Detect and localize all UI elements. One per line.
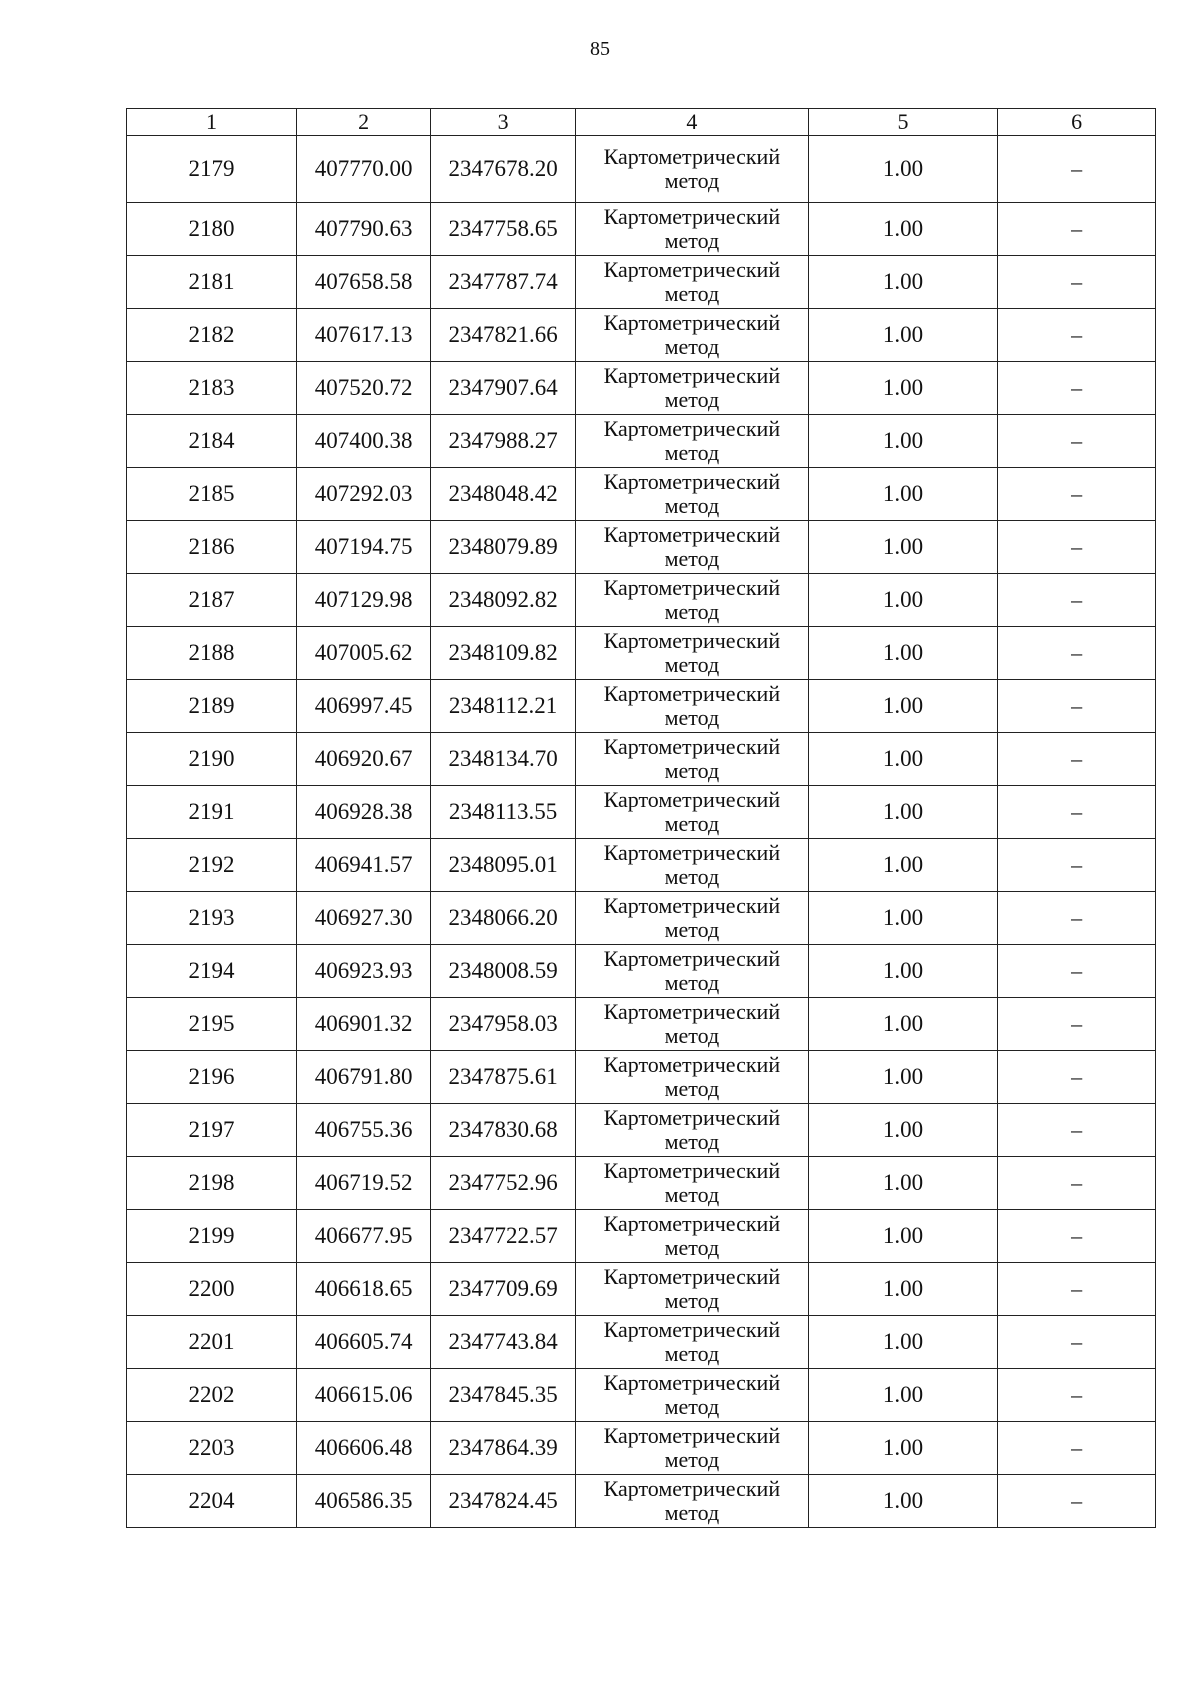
method-text-line1: Картометрический — [603, 999, 781, 1024]
y-coordinate-cell: 2348134.70 — [431, 733, 576, 786]
note-cell: – — [998, 362, 1156, 415]
method-cell — [575, 362, 808, 415]
point-number-cell: 2184 — [127, 415, 297, 468]
point-number-cell: 2192 — [127, 839, 297, 892]
column-header-4: 4 — [575, 109, 808, 136]
method-text-line2: метод — [664, 1235, 720, 1260]
accuracy-cell: 1.00 — [808, 1263, 997, 1316]
point-number-cell: 2200 — [127, 1263, 297, 1316]
note-cell: – — [998, 468, 1156, 521]
x-coordinate-cell: 406605.74 — [296, 1316, 430, 1369]
note-cell: – — [998, 574, 1156, 627]
table-row — [127, 1475, 1156, 1528]
method-cell — [575, 574, 808, 627]
y-coordinate-cell: 2347752.96 — [431, 1157, 576, 1210]
point-number-cell: 2187 — [127, 574, 297, 627]
method-cell — [575, 136, 808, 203]
note-cell: – — [998, 1316, 1156, 1369]
method-text-line1: Картометрический — [603, 257, 781, 282]
y-coordinate-cell: 2348008.59 — [431, 945, 576, 998]
table-row — [127, 1157, 1156, 1210]
method-cell — [575, 998, 808, 1051]
column-header-3: 3 — [431, 109, 576, 136]
point-number-cell: 2181 — [127, 256, 297, 309]
x-coordinate-cell: 406997.45 — [296, 680, 430, 733]
table-row — [127, 786, 1156, 839]
method-text-line1: Картометрический — [603, 946, 781, 971]
x-coordinate-cell: 406901.32 — [296, 998, 430, 1051]
note-cell: – — [998, 136, 1156, 203]
y-coordinate-cell: 2348066.20 — [431, 892, 576, 945]
accuracy-cell: 1.00 — [808, 1369, 997, 1422]
x-coordinate-cell: 406941.57 — [296, 839, 430, 892]
accuracy-cell: 1.00 — [808, 521, 997, 574]
point-number-cell: 2182 — [127, 309, 297, 362]
method-text-line2: метод — [664, 1447, 720, 1472]
point-number-cell: 2180 — [127, 203, 297, 256]
note-cell: – — [998, 1104, 1156, 1157]
point-number-cell: 2193 — [127, 892, 297, 945]
x-coordinate-cell: 406927.30 — [296, 892, 430, 945]
y-coordinate-cell: 2347845.35 — [431, 1369, 576, 1422]
point-number-cell: 2194 — [127, 945, 297, 998]
accuracy-cell: 1.00 — [808, 203, 997, 256]
method-text-line1: Картометрический — [603, 787, 781, 812]
y-coordinate-cell: 2347709.69 — [431, 1263, 576, 1316]
table-row — [127, 1316, 1156, 1369]
accuracy-cell: 1.00 — [808, 892, 997, 945]
method-cell — [575, 1316, 808, 1369]
method-cell — [575, 733, 808, 786]
method-text-line2: метод — [664, 546, 720, 571]
accuracy-cell: 1.00 — [808, 627, 997, 680]
accuracy-cell: 1.00 — [808, 1422, 997, 1475]
method-text-line2: метод — [664, 1023, 720, 1048]
accuracy-cell: 1.00 — [808, 256, 997, 309]
table-row — [127, 203, 1156, 256]
table-row — [127, 468, 1156, 521]
accuracy-cell: 1.00 — [808, 362, 997, 415]
note-cell: – — [998, 998, 1156, 1051]
x-coordinate-cell: 406755.36 — [296, 1104, 430, 1157]
method-cell — [575, 203, 808, 256]
y-coordinate-cell: 2347678.20 — [431, 136, 576, 203]
x-coordinate-cell: 406615.06 — [296, 1369, 430, 1422]
method-cell — [575, 1263, 808, 1316]
note-cell: – — [998, 1210, 1156, 1263]
page-number: 85 — [590, 38, 610, 60]
method-text-line2: метод — [664, 917, 720, 942]
y-coordinate-cell: 2348048.42 — [431, 468, 576, 521]
method-text-line1: Картометрический — [603, 1264, 781, 1289]
accuracy-cell: 1.00 — [808, 733, 997, 786]
point-number-cell: 2201 — [127, 1316, 297, 1369]
note-cell: – — [998, 627, 1156, 680]
method-text-line1: Картометрический — [603, 1317, 781, 1342]
method-cell — [575, 1051, 808, 1104]
point-number-cell: 2186 — [127, 521, 297, 574]
table-row — [127, 680, 1156, 733]
y-coordinate-cell: 2347958.03 — [431, 998, 576, 1051]
method-text-line1: Картометрический — [603, 363, 781, 388]
x-coordinate-cell: 407770.00 — [296, 136, 430, 203]
method-text-line1: Картометрический — [603, 1052, 781, 1077]
accuracy-cell: 1.00 — [808, 136, 997, 203]
table-row — [127, 998, 1156, 1051]
method-text-line1: Картометрический — [603, 1476, 781, 1501]
accuracy-cell: 1.00 — [808, 415, 997, 468]
method-text-line2: метод — [664, 168, 720, 193]
table-row — [127, 892, 1156, 945]
coordinates-table — [126, 108, 1156, 1528]
table-row — [127, 362, 1156, 415]
x-coordinate-cell: 407129.98 — [296, 574, 430, 627]
method-text-line1: Картометрический — [603, 310, 781, 335]
accuracy-cell: 1.00 — [808, 1104, 997, 1157]
table-row — [127, 945, 1156, 998]
accuracy-cell: 1.00 — [808, 1316, 997, 1369]
note-cell: – — [998, 733, 1156, 786]
x-coordinate-cell: 406923.93 — [296, 945, 430, 998]
method-text-line2: метод — [664, 970, 720, 995]
note-cell: – — [998, 415, 1156, 468]
method-text-line1: Картометрический — [603, 1423, 781, 1448]
accuracy-cell: 1.00 — [808, 680, 997, 733]
y-coordinate-cell: 2348112.21 — [431, 680, 576, 733]
method-text-line1: Картометрический — [603, 628, 781, 653]
table-row — [127, 733, 1156, 786]
x-coordinate-cell: 407520.72 — [296, 362, 430, 415]
note-cell: – — [998, 1369, 1156, 1422]
note-cell: – — [998, 892, 1156, 945]
table-row — [127, 1263, 1156, 1316]
y-coordinate-cell: 2347787.74 — [431, 256, 576, 309]
y-coordinate-cell: 2347722.57 — [431, 1210, 576, 1263]
method-cell — [575, 309, 808, 362]
table-row — [127, 1051, 1156, 1104]
method-cell — [575, 839, 808, 892]
method-text-line1: Картометрический — [603, 522, 781, 547]
method-text-line2: метод — [664, 864, 720, 889]
accuracy-cell: 1.00 — [808, 1157, 997, 1210]
method-text-line1: Картометрический — [603, 1158, 781, 1183]
accuracy-cell: 1.00 — [808, 945, 997, 998]
table-row — [127, 574, 1156, 627]
y-coordinate-cell: 2348095.01 — [431, 839, 576, 892]
method-text-line2: метод — [664, 281, 720, 306]
method-text-line2: метод — [664, 387, 720, 412]
note-cell: – — [998, 1475, 1156, 1528]
accuracy-cell: 1.00 — [808, 1475, 997, 1528]
method-text-line2: метод — [664, 228, 720, 253]
y-coordinate-cell: 2348109.82 — [431, 627, 576, 680]
column-header-2: 2 — [296, 109, 430, 136]
method-text-line2: метод — [664, 1129, 720, 1154]
accuracy-cell: 1.00 — [808, 309, 997, 362]
method-text-line2: метод — [664, 1341, 720, 1366]
y-coordinate-cell: 2347988.27 — [431, 415, 576, 468]
method-text-line2: метод — [664, 1182, 720, 1207]
x-coordinate-cell: 406791.80 — [296, 1051, 430, 1104]
table-row — [127, 256, 1156, 309]
x-coordinate-cell: 406606.48 — [296, 1422, 430, 1475]
method-cell — [575, 786, 808, 839]
method-text-line2: метод — [664, 1076, 720, 1101]
y-coordinate-cell: 2347830.68 — [431, 1104, 576, 1157]
accuracy-cell: 1.00 — [808, 1210, 997, 1263]
table-row — [127, 1369, 1156, 1422]
method-text-line2: метод — [664, 811, 720, 836]
method-cell — [575, 521, 808, 574]
y-coordinate-cell: 2347824.45 — [431, 1475, 576, 1528]
point-number-cell: 2188 — [127, 627, 297, 680]
table-row — [127, 839, 1156, 892]
method-text-line1: Картометрический — [603, 1105, 781, 1130]
point-number-cell: 2202 — [127, 1369, 297, 1422]
method-text-line1: Картометрический — [603, 1211, 781, 1236]
accuracy-cell: 1.00 — [808, 1051, 997, 1104]
table-row — [127, 1210, 1156, 1263]
method-cell — [575, 1157, 808, 1210]
method-text-line1: Картометрический — [603, 893, 781, 918]
method-text-line2: метод — [664, 1500, 720, 1525]
point-number-cell: 2197 — [127, 1104, 297, 1157]
point-number-cell: 2183 — [127, 362, 297, 415]
method-text-line1: Картометрический — [603, 734, 781, 759]
x-coordinate-cell: 406586.35 — [296, 1475, 430, 1528]
note-cell: – — [998, 1051, 1156, 1104]
note-cell: – — [998, 309, 1156, 362]
method-cell — [575, 256, 808, 309]
y-coordinate-cell: 2347743.84 — [431, 1316, 576, 1369]
method-cell — [575, 1369, 808, 1422]
method-text-line1: Картометрический — [603, 416, 781, 441]
note-cell: – — [998, 945, 1156, 998]
table-row — [127, 309, 1156, 362]
x-coordinate-cell: 406928.38 — [296, 786, 430, 839]
note-cell: – — [998, 786, 1156, 839]
method-text-line2: метод — [664, 440, 720, 465]
y-coordinate-cell: 2347907.64 — [431, 362, 576, 415]
method-cell — [575, 1475, 808, 1528]
accuracy-cell: 1.00 — [808, 998, 997, 1051]
method-text-line2: метод — [664, 652, 720, 677]
table-row — [127, 1422, 1156, 1475]
note-cell: – — [998, 203, 1156, 256]
method-cell — [575, 892, 808, 945]
note-cell: – — [998, 680, 1156, 733]
method-cell — [575, 1422, 808, 1475]
table-row — [127, 136, 1156, 203]
method-text-line2: метод — [664, 1288, 720, 1313]
method-text-line2: метод — [664, 334, 720, 359]
method-text-line1: Картометрический — [603, 681, 781, 706]
method-cell — [575, 627, 808, 680]
column-header-1: 1 — [127, 109, 297, 136]
y-coordinate-cell: 2348079.89 — [431, 521, 576, 574]
method-cell — [575, 1210, 808, 1263]
point-number-cell: 2203 — [127, 1422, 297, 1475]
method-text-line1: Картометрический — [603, 204, 781, 229]
method-text-line2: метод — [664, 705, 720, 730]
y-coordinate-cell: 2348092.82 — [431, 574, 576, 627]
table-row — [127, 627, 1156, 680]
x-coordinate-cell: 406920.67 — [296, 733, 430, 786]
method-text-line1: Картометрический — [603, 840, 781, 865]
x-coordinate-cell: 406677.95 — [296, 1210, 430, 1263]
point-number-cell: 2198 — [127, 1157, 297, 1210]
accuracy-cell: 1.00 — [808, 468, 997, 521]
method-text-line2: метод — [664, 599, 720, 624]
column-header-5: 5 — [808, 109, 997, 136]
table-body — [127, 136, 1156, 1528]
method-cell — [575, 415, 808, 468]
x-coordinate-cell: 407194.75 — [296, 521, 430, 574]
y-coordinate-cell: 2347821.66 — [431, 309, 576, 362]
note-cell: – — [998, 1263, 1156, 1316]
method-text-line2: метод — [664, 493, 720, 518]
point-number-cell: 2199 — [127, 1210, 297, 1263]
y-coordinate-cell: 2347758.65 — [431, 203, 576, 256]
note-cell: – — [998, 1422, 1156, 1475]
point-number-cell: 2185 — [127, 468, 297, 521]
method-text-line2: метод — [664, 758, 720, 783]
point-number-cell: 2179 — [127, 136, 297, 203]
method-text-line1: Картометрический — [603, 1370, 781, 1395]
x-coordinate-cell: 407292.03 — [296, 468, 430, 521]
point-number-cell: 2195 — [127, 998, 297, 1051]
accuracy-cell: 1.00 — [808, 786, 997, 839]
point-number-cell: 2190 — [127, 733, 297, 786]
x-coordinate-cell: 407617.13 — [296, 309, 430, 362]
column-header-6: 6 — [998, 109, 1156, 136]
method-text-line1: Картометрический — [603, 575, 781, 600]
x-coordinate-cell: 406618.65 — [296, 1263, 430, 1316]
method-cell — [575, 468, 808, 521]
header-row — [127, 109, 1156, 136]
y-coordinate-cell: 2347875.61 — [431, 1051, 576, 1104]
method-text-line2: метод — [664, 1394, 720, 1419]
point-number-cell: 2191 — [127, 786, 297, 839]
accuracy-cell: 1.00 — [808, 574, 997, 627]
method-text-line1: Картометрический — [603, 144, 781, 169]
point-number-cell: 2196 — [127, 1051, 297, 1104]
x-coordinate-cell: 406719.52 — [296, 1157, 430, 1210]
note-cell: – — [998, 1157, 1156, 1210]
note-cell: – — [998, 839, 1156, 892]
x-coordinate-cell: 407790.63 — [296, 203, 430, 256]
point-number-cell: 2204 — [127, 1475, 297, 1528]
x-coordinate-cell: 407005.62 — [296, 627, 430, 680]
method-cell — [575, 945, 808, 998]
note-cell: – — [998, 521, 1156, 574]
note-cell: – — [998, 256, 1156, 309]
method-cell — [575, 1104, 808, 1157]
table-row — [127, 521, 1156, 574]
point-number-cell: 2189 — [127, 680, 297, 733]
y-coordinate-cell: 2347864.39 — [431, 1422, 576, 1475]
method-text-line1: Картометрический — [603, 469, 781, 494]
y-coordinate-cell: 2348113.55 — [431, 786, 576, 839]
table-row — [127, 1104, 1156, 1157]
table-row — [127, 415, 1156, 468]
method-cell — [575, 680, 808, 733]
x-coordinate-cell: 407400.38 — [296, 415, 430, 468]
accuracy-cell: 1.00 — [808, 839, 997, 892]
x-coordinate-cell: 407658.58 — [296, 256, 430, 309]
